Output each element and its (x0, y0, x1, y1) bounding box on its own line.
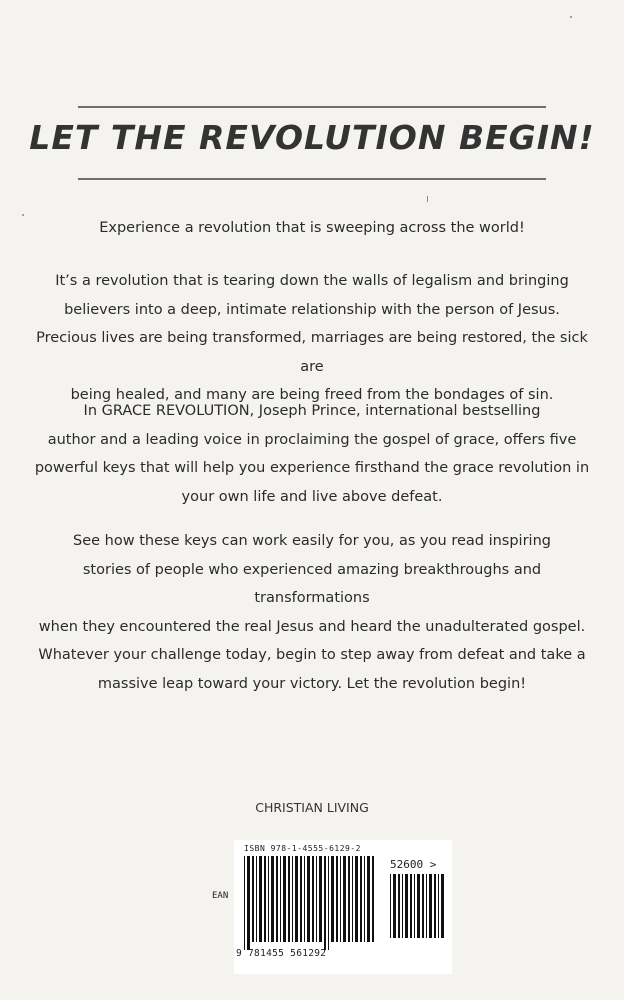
barcode-bar (429, 874, 432, 938)
barcode-bar (271, 856, 274, 942)
isbn-text: ISBN 978-1-4555-6129-2 (244, 844, 361, 853)
text-line: massive leap toward your victory. Let the revolution begin! (97, 675, 527, 692)
barcode-bar (259, 856, 262, 942)
ean-digits: 9 781455 561292 (236, 948, 327, 959)
price-code-digits: 52600 (390, 858, 424, 871)
text-line: Experience a revolution that is sweeping across the world! (99, 220, 525, 236)
barcode-bar (331, 856, 334, 942)
text-line: stories of people who experienced amazing breakthroughs and transformations (82, 561, 542, 606)
barcode-bar (352, 856, 353, 942)
barcode-bar (276, 856, 278, 942)
barcode-bar (348, 856, 350, 942)
barcode-bar (304, 856, 305, 942)
text-line: Precious lives are being transformed, marriages are being restored, the sick are (36, 330, 588, 375)
barcode-bar (252, 856, 254, 942)
barcode-bar (295, 856, 298, 942)
barcode-bar (438, 874, 439, 938)
barcode-bar (434, 874, 436, 938)
barcode-bar (324, 856, 326, 950)
barcode-bar (256, 856, 257, 942)
barcode-bar (264, 856, 266, 942)
price-barcode-bars (390, 874, 444, 946)
back-cover-headline: LET THE REVOLUTION BEGIN! (29, 118, 595, 157)
barcode-bar (300, 856, 302, 942)
barcode-bar (280, 856, 281, 942)
barcode-bar (364, 856, 365, 942)
price-arrow: > (429, 858, 437, 871)
barcode-bar (343, 856, 346, 942)
text-line: powerful keys that will help you experience firsthand the grace revolution in (34, 460, 590, 476)
barcode-bar (402, 874, 403, 938)
barcode-bar (414, 874, 415, 938)
print-speck (570, 16, 572, 18)
barcode-bar (355, 856, 358, 942)
text-line: being healed, and many are being freed from the bondages of sin. (70, 387, 554, 403)
barcode-block (212, 840, 452, 974)
barcode-bar (336, 856, 338, 942)
barcode-bar (372, 856, 374, 942)
paragraph-intro (30, 214, 594, 243)
ean-barcode-bars (244, 856, 378, 950)
text-line: author and a leading voice in proclaiming the gospel of grace, offers five (47, 431, 577, 448)
barcode-bar (417, 874, 420, 938)
category-label: CHRISTIAN LIVING (255, 800, 369, 815)
barcode-bar (390, 874, 391, 938)
text-line: believers into a deep, intimate relationship with the person of Jesus. (64, 301, 560, 318)
text-line: It’s a revolution that is tearing down the walls of legalism and bringing (55, 273, 569, 289)
text-line: your own life and live above defeat. (181, 488, 443, 505)
barcode-bar (244, 856, 245, 950)
barcode-bar (441, 874, 444, 938)
barcode-bar (360, 856, 362, 942)
print-speck (22, 214, 24, 216)
barcode-bar (426, 874, 427, 938)
barcode-bar (340, 856, 341, 942)
barcode-bar (398, 874, 400, 938)
barcode-bar (422, 874, 424, 938)
barcode-bar (405, 874, 408, 938)
price-code (390, 858, 436, 871)
barcode-bar (288, 856, 290, 942)
text-line: when they encountered the real Jesus and heard the unadulterated gospel. (38, 618, 586, 635)
barcode-bar (283, 856, 286, 942)
barcode-bar (328, 856, 329, 950)
barcode-bar (410, 874, 412, 938)
barcode-bar (307, 856, 310, 942)
barcode-bar (247, 856, 250, 950)
text-line: Whatever your challenge today, begin to step away from defeat and take a (38, 647, 586, 663)
paragraph-author (30, 397, 594, 511)
text-line: See how these keys can work easily for you, as you read inspiring (73, 533, 551, 549)
barcode-bar (268, 856, 269, 942)
barcode-bar (393, 874, 396, 938)
bottom-divider-rule (78, 178, 546, 180)
top-divider-rule (78, 106, 546, 108)
paragraph-revolution (30, 267, 594, 410)
barcode-bar (312, 856, 314, 942)
print-speck (427, 196, 428, 202)
barcode-bar (367, 856, 370, 942)
barcode-bar (319, 856, 322, 942)
paragraph-stories (30, 527, 594, 698)
barcode-bar (316, 856, 317, 942)
barcode-bar (292, 856, 293, 942)
ean-label: EAN (212, 891, 229, 901)
text-line: In GRACE REVOLUTION, Joseph Prince, international bestselling (83, 403, 541, 419)
